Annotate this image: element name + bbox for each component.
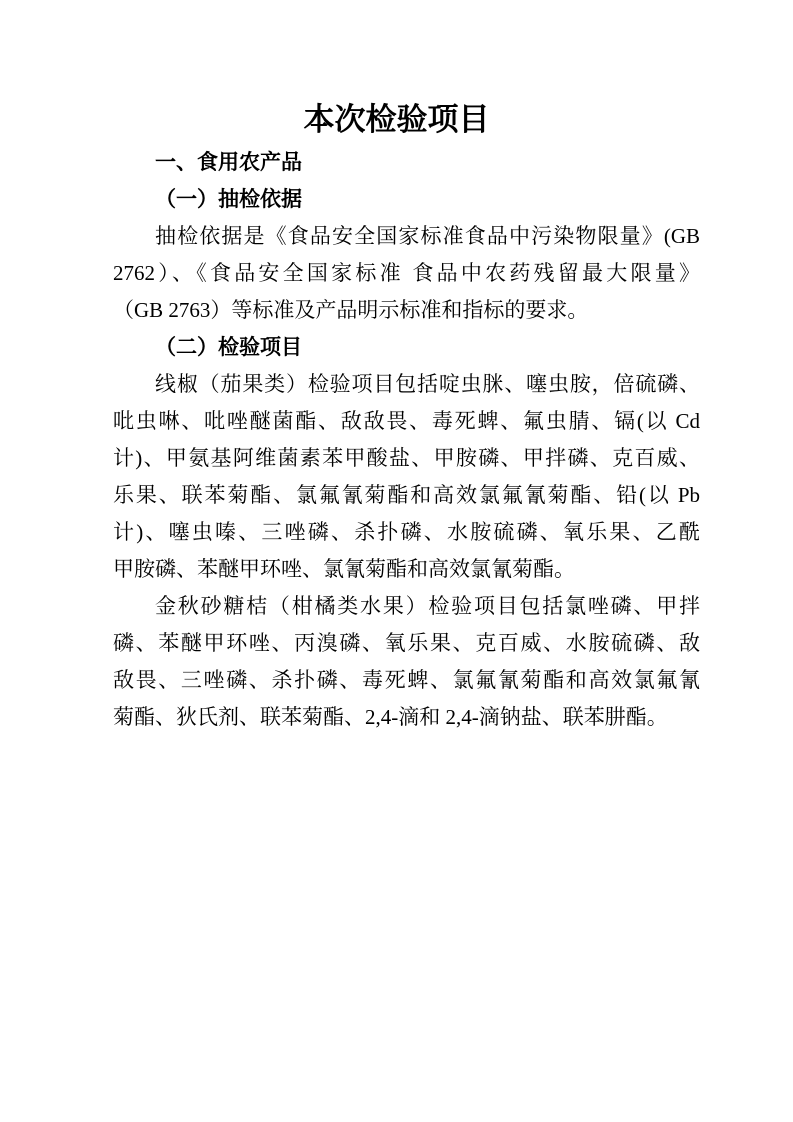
paragraph-sampling-basis [113, 218, 700, 329]
text-line: 敌畏、三唑磷、杀扑磷、毒死蜱、氯氟氰菊酯和高效氯氟氰 [113, 668, 700, 692]
text-line: 磷、苯醚甲环唑、丙溴磷、氧乐果、克百威、水胺硫磷、敌 [113, 631, 700, 655]
text-line: 2762）、《食品安全国家标准 食品中农药残留最大限量》 [113, 261, 700, 285]
text-line: 抽检依据是《食品安全国家标准食品中污染物限量》(GB [155, 224, 700, 248]
text-line: 金秋砂糖桔（柑橘类水果）检验项目包括氯唑磷、甲拌 [155, 594, 700, 618]
subsection-heading-inspection-items: （二）检验项目 [155, 335, 302, 359]
paragraph-mandarin-items [113, 588, 700, 736]
text-line: 计)、甲氨基阿维菌素苯甲酸盐、甲胺磷、甲拌磷、克百威、 [113, 446, 700, 470]
subsection-heading-sampling-basis: （一）抽检依据 [155, 187, 302, 211]
section-heading-food-agri-products: 一、食用农产品 [155, 151, 302, 174]
text-line: 线椒（茄果类）检验项目包括啶虫脒、噻虫胺，倍硫磷、 [155, 372, 700, 396]
text-line: （GB 2763）等标准及产品明示标准和指标的要求。 [113, 298, 589, 322]
text-line: 吡虫啉、吡唑醚菌酯、敌敌畏、毒死蜱、氟虫腈、镉(以 Cd [113, 409, 700, 433]
text-line: 计)、噻虫嗪、三唑磷、杀扑磷、水胺硫磷、氧乐果、乙酰 [113, 520, 700, 544]
text-line: 乐果、联苯菊酯、氯氟氰菊酯和高效氯氟氰菊酯、铅(以 Pb [113, 483, 700, 507]
document-content [113, 96, 700, 736]
text-line: 菊酯、狄氏剂、联苯菊酯、2,4-滴和 2,4-滴钠盐、联苯肼酯。 [113, 705, 668, 729]
text-line: 甲胺磷、苯醚甲环唑、氯氰菊酯和高效氯氰菊酯。 [113, 557, 575, 581]
document-title: 本次检验项目 [303, 102, 490, 137]
paragraph-pepper-items [113, 366, 700, 588]
